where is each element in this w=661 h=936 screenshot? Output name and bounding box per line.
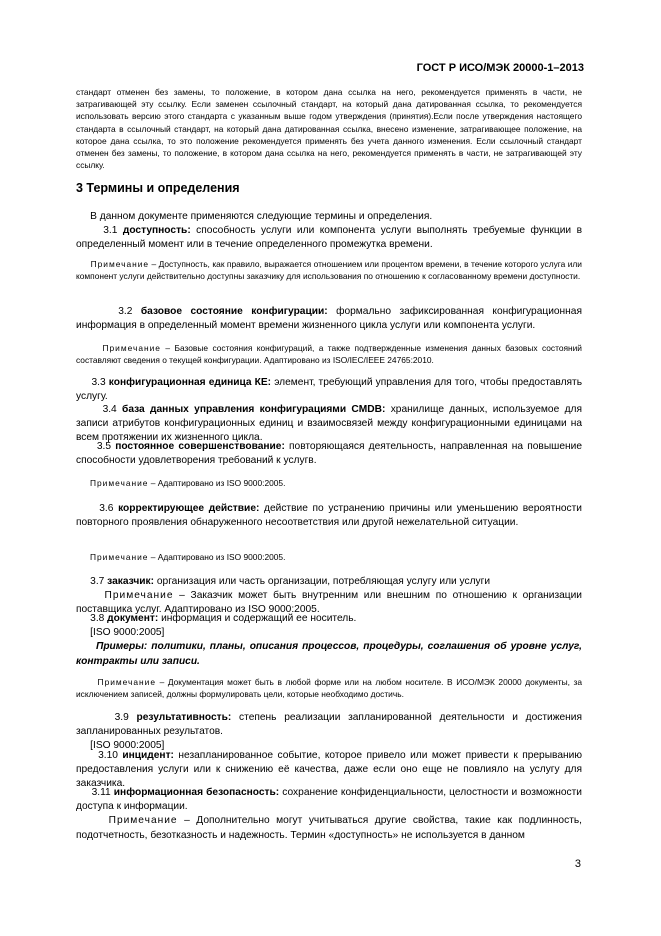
- term-number: 3.4: [102, 404, 117, 415]
- section-heading: [76, 181, 582, 195]
- intro-paragraph: [76, 86, 582, 171]
- note-text: – Заказчик может быть внутренним или внешним по отношению к организации поставщика услуг. Адаптировано из ISO 9000:2005.: [76, 590, 582, 616]
- term-name: заказчик:: [107, 576, 155, 587]
- term-3-9: [76, 711, 582, 754]
- term-examples: Примеры: политики, планы, описания процессов, процедуры, соглашения об уровне услуг, контракты или записи.: [76, 641, 582, 667]
- note-3-8: [76, 676, 582, 700]
- note-label: Примечание: [108, 815, 178, 827]
- term-3-8: [76, 612, 582, 669]
- term-number: 3.11: [91, 787, 111, 798]
- note-text: – Адаптировано из ISO 9000:2005.: [148, 478, 286, 488]
- term-number: 3.1: [103, 225, 118, 236]
- page-number: 3: [574, 858, 581, 870]
- term-name: база данных управления конфигурациями CMDB:: [122, 404, 386, 415]
- note-text: – Документация может быть в любой форме или на любом носителе. В ИСО/МЭК 20000 документы, за исключением записей, должны формулировать цели, которые необходимо достичь.: [76, 677, 583, 700]
- term-name: информационная безопасность:: [113, 787, 280, 798]
- term-source: [ISO 9000:2005]: [90, 627, 165, 639]
- term-definition: формально зафиксированная конфигурационная информация в определенный момент времени жизненного цикла услуги или компонента услуги.: [76, 306, 582, 332]
- term-number: 3.8: [90, 613, 105, 624]
- note-3-6: [76, 551, 582, 563]
- term-3-1: [76, 224, 582, 252]
- term-name: базовое состояние конфигурации:: [140, 306, 328, 317]
- note-text: – Адаптировано из ISO 9000:2005.: [148, 552, 286, 562]
- term-number: 3.6: [99, 503, 114, 514]
- term-number: 3.10: [98, 750, 118, 761]
- note-label: Примечание: [104, 590, 174, 602]
- note-label: Примечание: [102, 343, 161, 353]
- term-source: [ISO 9000:2005]: [90, 740, 165, 752]
- term-definition: незапланированное событие, которое привело или может привести к прерыванию предоставления услуги или к снижению её качества, даже если оно еще не повлияло на услугу для заказчика.: [76, 750, 582, 790]
- term-name: инцидент:: [122, 750, 174, 761]
- note-label: Примечание: [89, 478, 149, 488]
- term-definition: степень реализации запланированной деятельности и достижения запланированных результатов.: [76, 712, 583, 738]
- term-name: результативность:: [136, 712, 232, 723]
- term-3-3: [76, 376, 582, 404]
- term-3-6: [76, 502, 582, 530]
- term-number: 3.7: [90, 576, 105, 587]
- note-text: – Доступность, как правило, выражается отношением или процентом времени, в течение которого услуга или компонент услуги действительно доступны заказчику для использования по отношению к согласованному времени доступности.: [76, 259, 582, 282]
- term-name: документ:: [107, 613, 159, 624]
- term-3-2: [76, 305, 582, 333]
- lead-text: В данном документе применяются следующие термины и определения.: [90, 211, 433, 222]
- note-label: Примечание: [97, 677, 157, 687]
- term-number: 3.2: [118, 306, 133, 317]
- term-number: 3.5: [96, 441, 112, 452]
- term-name: доступность:: [122, 225, 191, 236]
- lead-paragraph: [76, 210, 582, 224]
- term-3-5: [76, 440, 582, 468]
- term-definition: хранилище данных, используемое для записи атрибутов конфигурационных единиц и взаимосвязей между конфигурационными единицами на всем протяжении их жизненного цикла.: [76, 404, 582, 444]
- term-definition: элемент, требующий управления для того, чтобы предоставлять услугу.: [76, 377, 583, 403]
- note-3-5: [76, 477, 582, 489]
- section-title: 3 Термины и определения: [76, 181, 240, 195]
- term-name: конфигурационная единица КЕ:: [108, 377, 272, 388]
- term-3-11: [76, 786, 582, 843]
- note-text: – Дополнительно могут учитываться другие свойства, такие как подлинность, подотчетность, безотказность и надежность. Термин «доступность» не используется в данном: [76, 815, 582, 841]
- note-3-2: [76, 342, 582, 366]
- document-header: ГОСТ Р ИСО/МЭК 20000-1–2013: [416, 62, 584, 74]
- term-definition: организация или часть организации, потребляющая услугу или услуги: [156, 576, 491, 587]
- term-name: корректирующее действие:: [118, 503, 260, 514]
- term-definition: способность услуги или компонента услуги выполнять требуемые функции в определенный момент или в течение определенного промежутка времени.: [76, 225, 582, 251]
- note-label: Примечание: [90, 259, 150, 269]
- note-3-1: [76, 258, 582, 282]
- intro-text: стандарт отменен без замены, то положение, в котором дана ссылка на него, рекомендуется применять в части, не затрагивающей эту ссылку. Если заменен ссылочный стандарт, на который дана датированная ссылка, то рекомендуется использовать версию этого стандарта с указанным выше годом утверждения (принятия).Если после утверждения настоящего стандарта в ссылочный стандарт, на который дана датированная ссылка, внесено изменение, затрагивающее положение, на которое дана ссылка, то это положение рекомендуется применять без учета данного изменения. Если ссылочный стандарт отменен без замены, то положение, в котором дана ссылка на него, рекомендуется применять в части, не затрагивающей эту ссылку.: [76, 87, 582, 171]
- term-definition: повторяющаяся деятельность, направленная на повышение способности удовлетворения требований к услугв.: [76, 441, 582, 467]
- term-number: 3.9: [114, 712, 129, 723]
- note-text: – Базовые состояния конфигураций, а также подтвержденные изменения данных базовых состояний составляют сведения о текущей конфигурации. Адаптировано из ISO/IEC/IEEE 24765:2010.: [76, 343, 582, 366]
- term-name: постоянное совершенствование:: [115, 441, 285, 452]
- term-number: 3.3: [91, 377, 106, 388]
- term-definition: действие по устранению причины или уменьшению вероятности повторного проявления обнаруженного несоответствия или другой нежелательной ситуации.: [76, 503, 582, 529]
- term-definition: информация и содержащий ее носитель.: [161, 613, 357, 624]
- term-definition: сохранение конфиденциальности, целостности и возможности доступа к информации.: [76, 787, 582, 813]
- note-label: Примечание: [89, 552, 149, 562]
